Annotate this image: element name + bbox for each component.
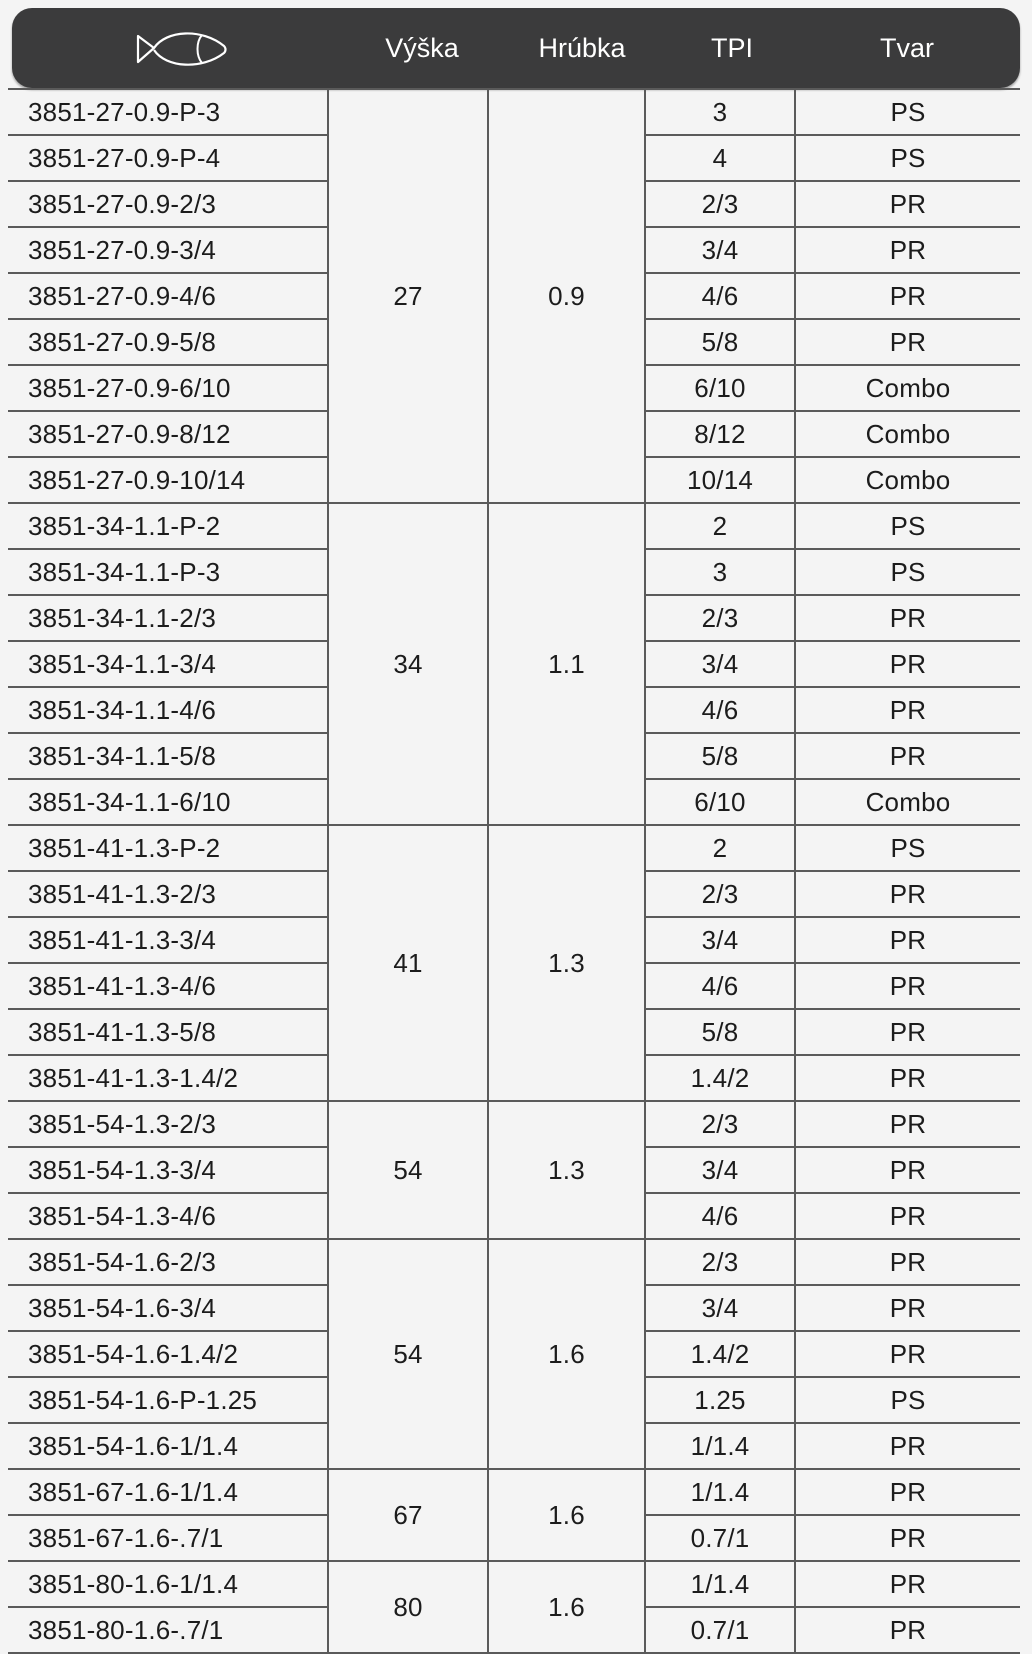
product-code: 3851-41-1.3-3/4 (8, 917, 328, 963)
product-code: 3851-34-1.1-3/4 (8, 641, 328, 687)
tpi-value: 3/4 (645, 1285, 795, 1331)
shape-value: PR (795, 1331, 1020, 1377)
shape-value: PR (795, 1285, 1020, 1331)
shape-value: PR (795, 595, 1020, 641)
tpi-value: 1/1.4 (645, 1469, 795, 1515)
thickness-value: 1.3 (488, 825, 645, 1101)
shape-value: PS (795, 1377, 1020, 1423)
product-code: 3851-27-0.9-P-3 (8, 89, 328, 135)
tpi-value: 1.25 (645, 1377, 795, 1423)
shape-value: PR (795, 1055, 1020, 1101)
tpi-value: 3/4 (645, 917, 795, 963)
header-thickness: Hrúbka (538, 33, 626, 63)
product-code: 3851-54-1.6-3/4 (8, 1285, 328, 1331)
product-code: 3851-27-0.9-5/8 (8, 319, 328, 365)
shape-value: PR (795, 1193, 1020, 1239)
product-code: 3851-41-1.3-P-2 (8, 825, 328, 871)
product-code: 3851-27-0.9-3/4 (8, 227, 328, 273)
tpi-value: 10/14 (645, 457, 795, 503)
shape-value: PR (795, 871, 1020, 917)
product-code: 3851-27-0.9-10/14 (8, 457, 328, 503)
product-code: 3851-34-1.1-2/3 (8, 595, 328, 641)
shape-value: PR (795, 181, 1020, 227)
tpi-value: 2/3 (645, 181, 795, 227)
height-value: 54 (328, 1239, 488, 1469)
table-row (8, 1239, 1020, 1285)
product-code: 3851-41-1.3-2/3 (8, 871, 328, 917)
tpi-value: 1/1.4 (645, 1423, 795, 1469)
shape-value: Combo (795, 411, 1020, 457)
thickness-value: 1.6 (488, 1239, 645, 1469)
thickness-value: 1.6 (488, 1561, 645, 1653)
tpi-value: 6/10 (645, 779, 795, 825)
product-code: 3851-54-1.3-2/3 (8, 1101, 328, 1147)
product-code: 3851-27-0.9-2/3 (8, 181, 328, 227)
header-tpi: TPI (710, 33, 753, 63)
shape-value: PR (795, 641, 1020, 687)
product-code: 3851-54-1.6-1/1.4 (8, 1423, 328, 1469)
tpi-value: 4 (645, 135, 795, 181)
product-code: 3851-67-1.6-.7/1 (8, 1515, 328, 1561)
product-code: 3851-34-1.1-6/10 (8, 779, 328, 825)
product-code: 3851-54-1.6-P-1.25 (8, 1377, 328, 1423)
shape-value: PR (795, 1239, 1020, 1285)
tpi-value: 2/3 (645, 1239, 795, 1285)
product-code: 3851-34-1.1-5/8 (8, 733, 328, 779)
header-shape: Tvar (880, 33, 934, 63)
product-code: 3851-80-1.6-1/1.4 (8, 1561, 328, 1607)
product-code: 3851-41-1.3-1.4/2 (8, 1055, 328, 1101)
product-code: 3851-54-1.6-2/3 (8, 1239, 328, 1285)
tpi-value: 2 (645, 825, 795, 871)
spec-table (8, 88, 1020, 1654)
shape-value: PR (795, 1515, 1020, 1561)
product-code: 3851-34-1.1-P-3 (8, 549, 328, 595)
tpi-value: 8/12 (645, 411, 795, 457)
shape-value: Combo (795, 457, 1020, 503)
shape-value: PR (795, 1607, 1020, 1653)
shape-value: PR (795, 963, 1020, 1009)
tpi-value: 3/4 (645, 1147, 795, 1193)
height-value: 54 (328, 1101, 488, 1239)
height-value: 80 (328, 1561, 488, 1653)
table-row (8, 825, 1020, 871)
shape-value: PR (795, 733, 1020, 779)
height-value: 67 (328, 1469, 488, 1561)
tpi-value: 4/6 (645, 963, 795, 1009)
shape-value: PR (795, 687, 1020, 733)
table-row (8, 1101, 1020, 1147)
shape-value: PS (795, 503, 1020, 549)
shape-value: Combo (795, 779, 1020, 825)
product-code: 3851-54-1.3-4/6 (8, 1193, 328, 1239)
tpi-value: 1.4/2 (645, 1331, 795, 1377)
tpi-value: 1/1.4 (645, 1561, 795, 1607)
tpi-value: 3/4 (645, 227, 795, 273)
table-row (8, 1469, 1020, 1515)
tpi-value: 2/3 (645, 871, 795, 917)
shape-value: PR (795, 1423, 1020, 1469)
shape-value: PR (795, 917, 1020, 963)
shape-value: PR (795, 1147, 1020, 1193)
product-code: 3851-54-1.6-1.4/2 (8, 1331, 328, 1377)
shape-value: PR (795, 1009, 1020, 1055)
product-code: 3851-67-1.6-1/1.4 (8, 1469, 328, 1515)
product-code: 3851-27-0.9-4/6 (8, 273, 328, 319)
table-row (8, 89, 1020, 135)
height-value: 41 (328, 825, 488, 1101)
tpi-value: 1.4/2 (645, 1055, 795, 1101)
tpi-value: 4/6 (645, 687, 795, 733)
table-row (8, 503, 1020, 549)
product-code: 3851-80-1.6-.7/1 (8, 1607, 328, 1653)
product-code: 3851-34-1.1-4/6 (8, 687, 328, 733)
tpi-value: 3 (645, 89, 795, 135)
tpi-value: 4/6 (645, 1193, 795, 1239)
thickness-value: 1.3 (488, 1101, 645, 1239)
tpi-value: 0.7/1 (645, 1515, 795, 1561)
tpi-value: 5/8 (645, 319, 795, 365)
tpi-value: 2/3 (645, 595, 795, 641)
shape-value: PR (795, 1469, 1020, 1515)
product-code: 3851-41-1.3-5/8 (8, 1009, 328, 1055)
header-height: Výška (385, 33, 459, 63)
height-value: 34 (328, 503, 488, 825)
table-header (12, 8, 1020, 88)
thickness-value: 1.6 (488, 1469, 645, 1561)
thickness-value: 1.1 (488, 503, 645, 825)
tpi-value: 3 (645, 549, 795, 595)
product-code: 3851-27-0.9-6/10 (8, 365, 328, 411)
shape-value: PS (795, 549, 1020, 595)
shape-value: PR (795, 273, 1020, 319)
tpi-value: 4/6 (645, 273, 795, 319)
shape-value: Combo (795, 365, 1020, 411)
tpi-value: 5/8 (645, 733, 795, 779)
tpi-value: 2/3 (645, 1101, 795, 1147)
tpi-value: 5/8 (645, 1009, 795, 1055)
shape-value: PS (795, 825, 1020, 871)
thickness-value: 0.9 (488, 89, 645, 503)
shape-value: PS (795, 135, 1020, 181)
tpi-value: 2 (645, 503, 795, 549)
shape-value: PS (795, 89, 1020, 135)
shape-value: PR (795, 1561, 1020, 1607)
shape-value: PR (795, 1101, 1020, 1147)
fish-icon (132, 26, 232, 72)
product-code: 3851-54-1.3-3/4 (8, 1147, 328, 1193)
shape-value: PR (795, 319, 1020, 365)
tpi-value: 3/4 (645, 641, 795, 687)
height-value: 27 (328, 89, 488, 503)
tpi-value: 0.7/1 (645, 1607, 795, 1653)
product-code: 3851-27-0.9-P-4 (8, 135, 328, 181)
product-code: 3851-41-1.3-4/6 (8, 963, 328, 1009)
product-code: 3851-27-0.9-8/12 (8, 411, 328, 457)
table-row (8, 1561, 1020, 1607)
shape-value: PR (795, 227, 1020, 273)
product-code: 3851-34-1.1-P-2 (8, 503, 328, 549)
tpi-value: 6/10 (645, 365, 795, 411)
